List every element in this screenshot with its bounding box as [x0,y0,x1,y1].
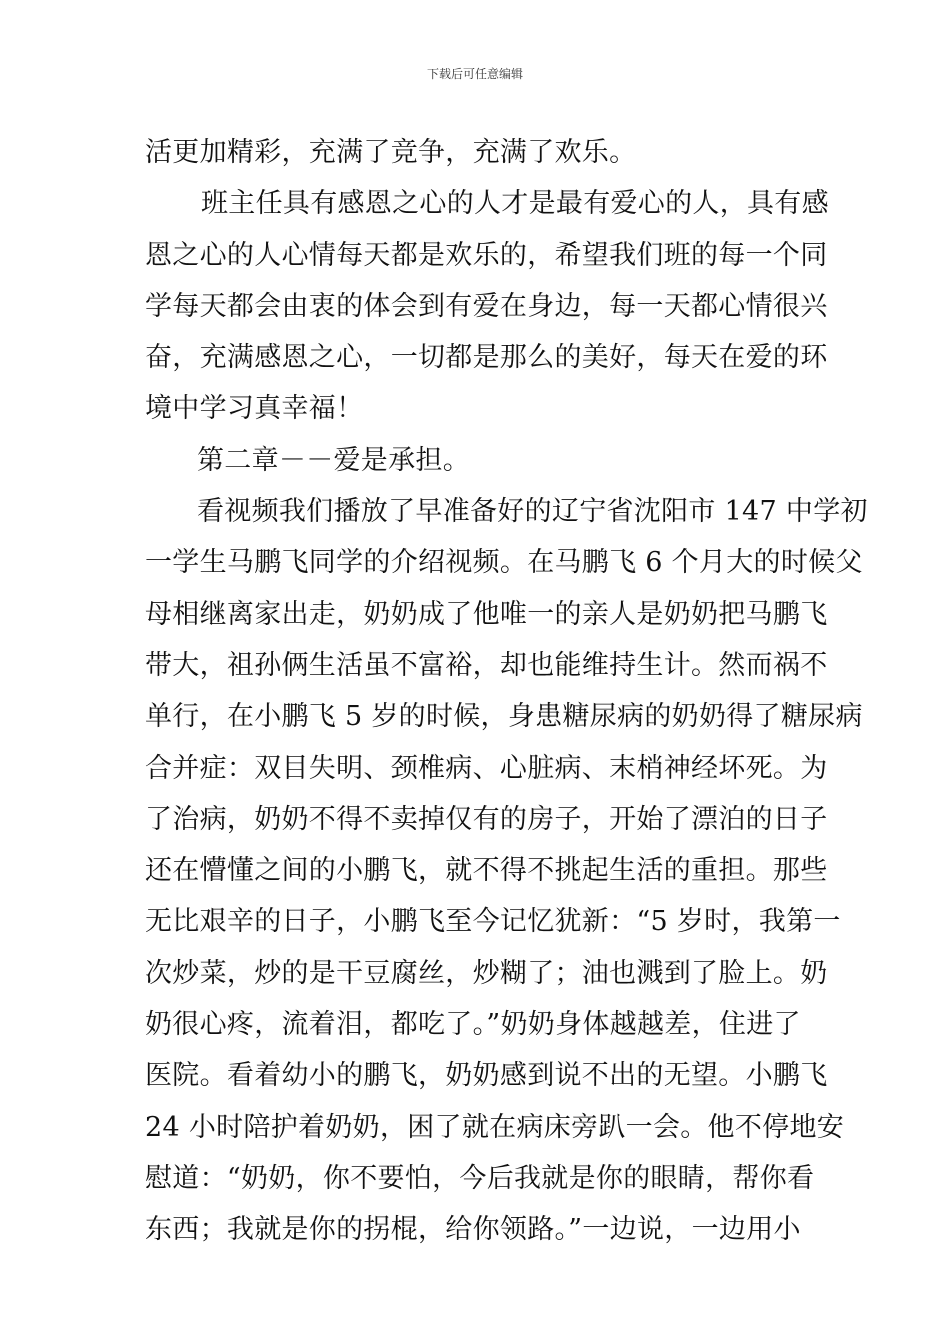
text-line: 无比艰辛的日子，小鹏飞至今记忆犹新：“5 岁时，我第一 [145,906,841,938]
chapter-heading: 第二章－－爱是承担。 [197,444,470,476]
text-line: 慰道：“奶奶，你不要怕，今后我就是你的眼睛，帮你看 [145,1162,815,1194]
body-text [145,127,868,1256]
text-line: 活更加精彩，充满了竞争，充满了欢乐。 [145,137,637,168]
text-line: 带大，祖孙俩生活虽不富裕，却也能维持生计。然而祸不 [145,649,828,681]
text-line: 了治病，奶奶不得不卖掉仅有的房子，开始了漂泊的日子 [145,803,828,835]
text-line: 医院。看着幼小的鹏飞，奶奶感到说不出的无望。小鹏飞 [145,1060,828,1092]
text-line: 次炒菜，炒的是干豆腐丝，炒糊了；油也溅到了脸上。奶 [145,957,828,989]
text-line: 还在懵懂之间的小鹏飞，就不得不挑起生活的重担。那些 [145,855,828,887]
text-line: 东西；我就是你的拐棍，给你领路。”一边说，一边用小 [145,1214,801,1246]
text-line: 奶很心疼，流着泪，都吃了。”奶奶身体越越差，住进了 [145,1009,801,1041]
text-line: 学每天都会由衷的体会到有爱在身边，每一天都心情很兴 [145,290,828,322]
page-header: 下载后可任意编辑 [426,67,523,81]
text-line: 班主任具有感恩之心的人才是最有爱心的人，具有感 [201,188,829,220]
text-line: 境中学习真幸福！ [145,393,364,425]
text-line: 母相继离家出走，奶奶成了他唯一的亲人是奶奶把马鹏飞 [145,598,828,630]
text-line: 看视频我们播放了早准备好的辽宁省沈阳市 147 中学初 [197,496,868,528]
text-line: 合并症：双目失明、颈椎病、心脏病、末梢神经坏死。为 [145,752,828,784]
text-line: 一学生马鹏飞同学的介绍视频。在马鹏飞 6 个月大的时候父 [145,547,863,579]
text-line: 单行，在小鹏飞 5 岁的时候，身患糖尿病的奶奶得了糖尿病 [145,701,863,733]
text-line: 24 小时陪护着奶奶，困了就在病床旁趴一会。他不停地安 [145,1111,845,1143]
text-line: 奋，充满感恩之心，一切都是那么的美好，每天在爱的环 [145,342,828,374]
text-line: 恩之心的人心情每天都是欢乐的，希望我们班的每一个同 [145,239,828,271]
